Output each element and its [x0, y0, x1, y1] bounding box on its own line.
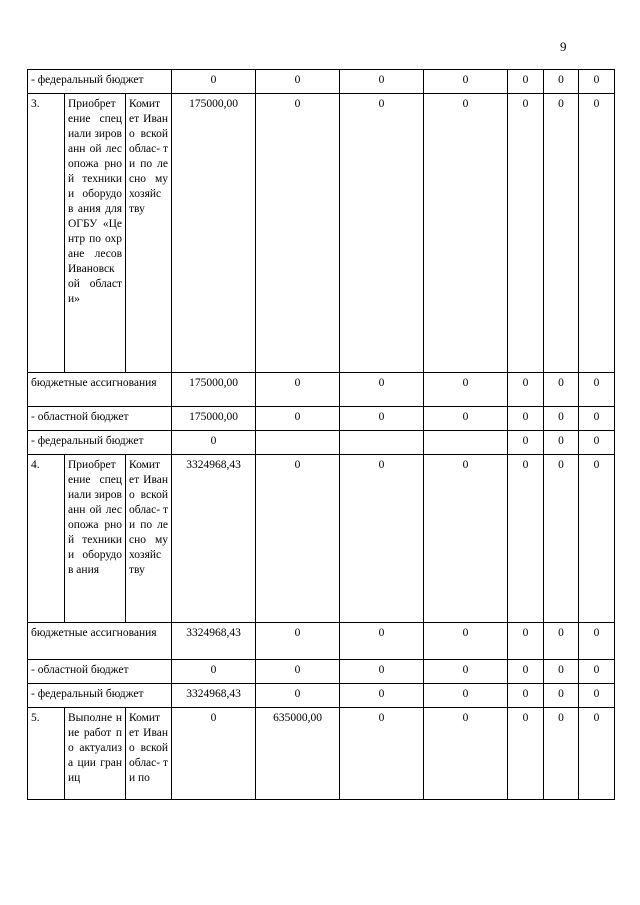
cell-value: 0	[508, 94, 544, 373]
cell-value: 0	[508, 708, 544, 800]
cell-value: 0	[508, 70, 544, 94]
cell-value: 175000,00	[172, 94, 256, 373]
table-row	[28, 373, 615, 407]
item-number: 3.	[28, 94, 65, 373]
cell-value: 0	[544, 431, 579, 455]
item-executor: Комит ет Ивано вской облас- ти по лесно му хозяйс тву	[126, 455, 172, 623]
cell-value: 0	[424, 373, 508, 407]
cell-value: 0	[340, 407, 424, 431]
cell-value: 0	[508, 431, 544, 455]
table-row	[28, 708, 615, 800]
table-row	[28, 660, 615, 684]
cell-value: 0	[340, 94, 424, 373]
cell-value: 0	[544, 684, 579, 708]
cell-value: 0	[172, 70, 256, 94]
cell-value: 0	[579, 431, 615, 455]
cell-value: 0	[544, 407, 579, 431]
table-row	[28, 94, 615, 373]
cell-value: 0	[544, 373, 579, 407]
cell-value: 0	[256, 455, 340, 623]
cell-value: 0	[340, 660, 424, 684]
table-row	[28, 623, 615, 660]
cell-value: 0	[424, 623, 508, 660]
cell-value: 0	[544, 660, 579, 684]
row-label: - областной бюджет	[28, 660, 172, 684]
cell-value: 0	[256, 373, 340, 407]
cell-value: 0	[424, 684, 508, 708]
cell-value: 0	[544, 455, 579, 623]
row-label: - федеральный бюджет	[28, 431, 172, 455]
cell-value: 0	[579, 70, 615, 94]
cell-value: 0	[340, 623, 424, 660]
cell-value: 0	[579, 455, 615, 623]
cell-value: 0	[508, 373, 544, 407]
cell-value: 0	[424, 70, 508, 94]
row-label: бюджетные ассигнования	[28, 373, 172, 407]
item-name: Приобрет ение специали зированн ой лесопожа рной техники и оборудов ания	[65, 455, 126, 623]
cell-value: 0	[508, 623, 544, 660]
cell-value: 0	[340, 455, 424, 623]
item-name: Приобрет ение специали зированн ой лесопожа рной техники и оборудов ания для ОГБУ «Центр по охране лесов Ивановск ой области»	[65, 94, 126, 373]
cell-value	[340, 431, 424, 455]
cell-value: 0	[340, 708, 424, 800]
cell-value: 0	[424, 407, 508, 431]
cell-value: 0	[544, 623, 579, 660]
cell-value: 0	[256, 70, 340, 94]
cell-value: 0	[508, 684, 544, 708]
cell-value: 0	[544, 70, 579, 94]
cell-value: 0	[256, 623, 340, 660]
cell-value: 3324968,43	[172, 455, 256, 623]
row-label: бюджетные ассигнования	[28, 623, 172, 660]
cell-value: 0	[579, 94, 615, 373]
cell-value: 0	[579, 373, 615, 407]
cell-value: 0	[424, 94, 508, 373]
cell-value: 3324968,43	[172, 623, 256, 660]
cell-value: 0	[544, 94, 579, 373]
cell-value	[424, 431, 508, 455]
item-number: 4.	[28, 455, 65, 623]
cell-value: 0	[256, 660, 340, 684]
budget-table	[27, 69, 615, 800]
cell-value: 0	[172, 708, 256, 800]
item-number: 5.	[28, 708, 65, 800]
table-row	[28, 407, 615, 431]
cell-value: 0	[172, 660, 256, 684]
cell-value: 0	[579, 708, 615, 800]
cell-value: 0	[340, 373, 424, 407]
page-number: 9	[560, 39, 567, 54]
cell-value: 0	[340, 684, 424, 708]
cell-value: 635000,00	[256, 708, 340, 800]
row-label: - федеральный бюджет	[28, 684, 172, 708]
cell-value: 0	[508, 407, 544, 431]
cell-value: 0	[424, 455, 508, 623]
cell-value: 0	[256, 94, 340, 373]
cell-value: 175000,00	[172, 407, 256, 431]
cell-value: 0	[544, 708, 579, 800]
cell-value: 0	[579, 660, 615, 684]
table-row	[28, 684, 615, 708]
item-executor: Комит ет Ивано вской облас- ти по лесно му хозяйс тву	[126, 94, 172, 373]
cell-value: 3324968,43	[172, 684, 256, 708]
cell-value: 0	[508, 660, 544, 684]
table-row	[28, 70, 615, 94]
cell-value: 0	[256, 407, 340, 431]
item-executor: Комит ет Ивано вской облас- ти по	[126, 708, 172, 800]
table-row	[28, 431, 615, 455]
cell-value: 0	[508, 455, 544, 623]
cell-value: 175000,00	[172, 373, 256, 407]
item-name: Выполне ние работ по актуализа ции границ	[65, 708, 126, 800]
cell-value: 0	[424, 708, 508, 800]
cell-value: 0	[579, 623, 615, 660]
cell-value: 0	[256, 684, 340, 708]
row-label: - федеральный бюджет	[28, 70, 172, 94]
cell-value: 0	[579, 684, 615, 708]
cell-value: 0	[579, 407, 615, 431]
cell-value: 0	[340, 70, 424, 94]
table-row	[28, 455, 615, 623]
cell-value: 0	[424, 660, 508, 684]
row-label: - областной бюджет	[28, 407, 172, 431]
cell-value: 0	[172, 431, 256, 455]
cell-value	[256, 431, 340, 455]
